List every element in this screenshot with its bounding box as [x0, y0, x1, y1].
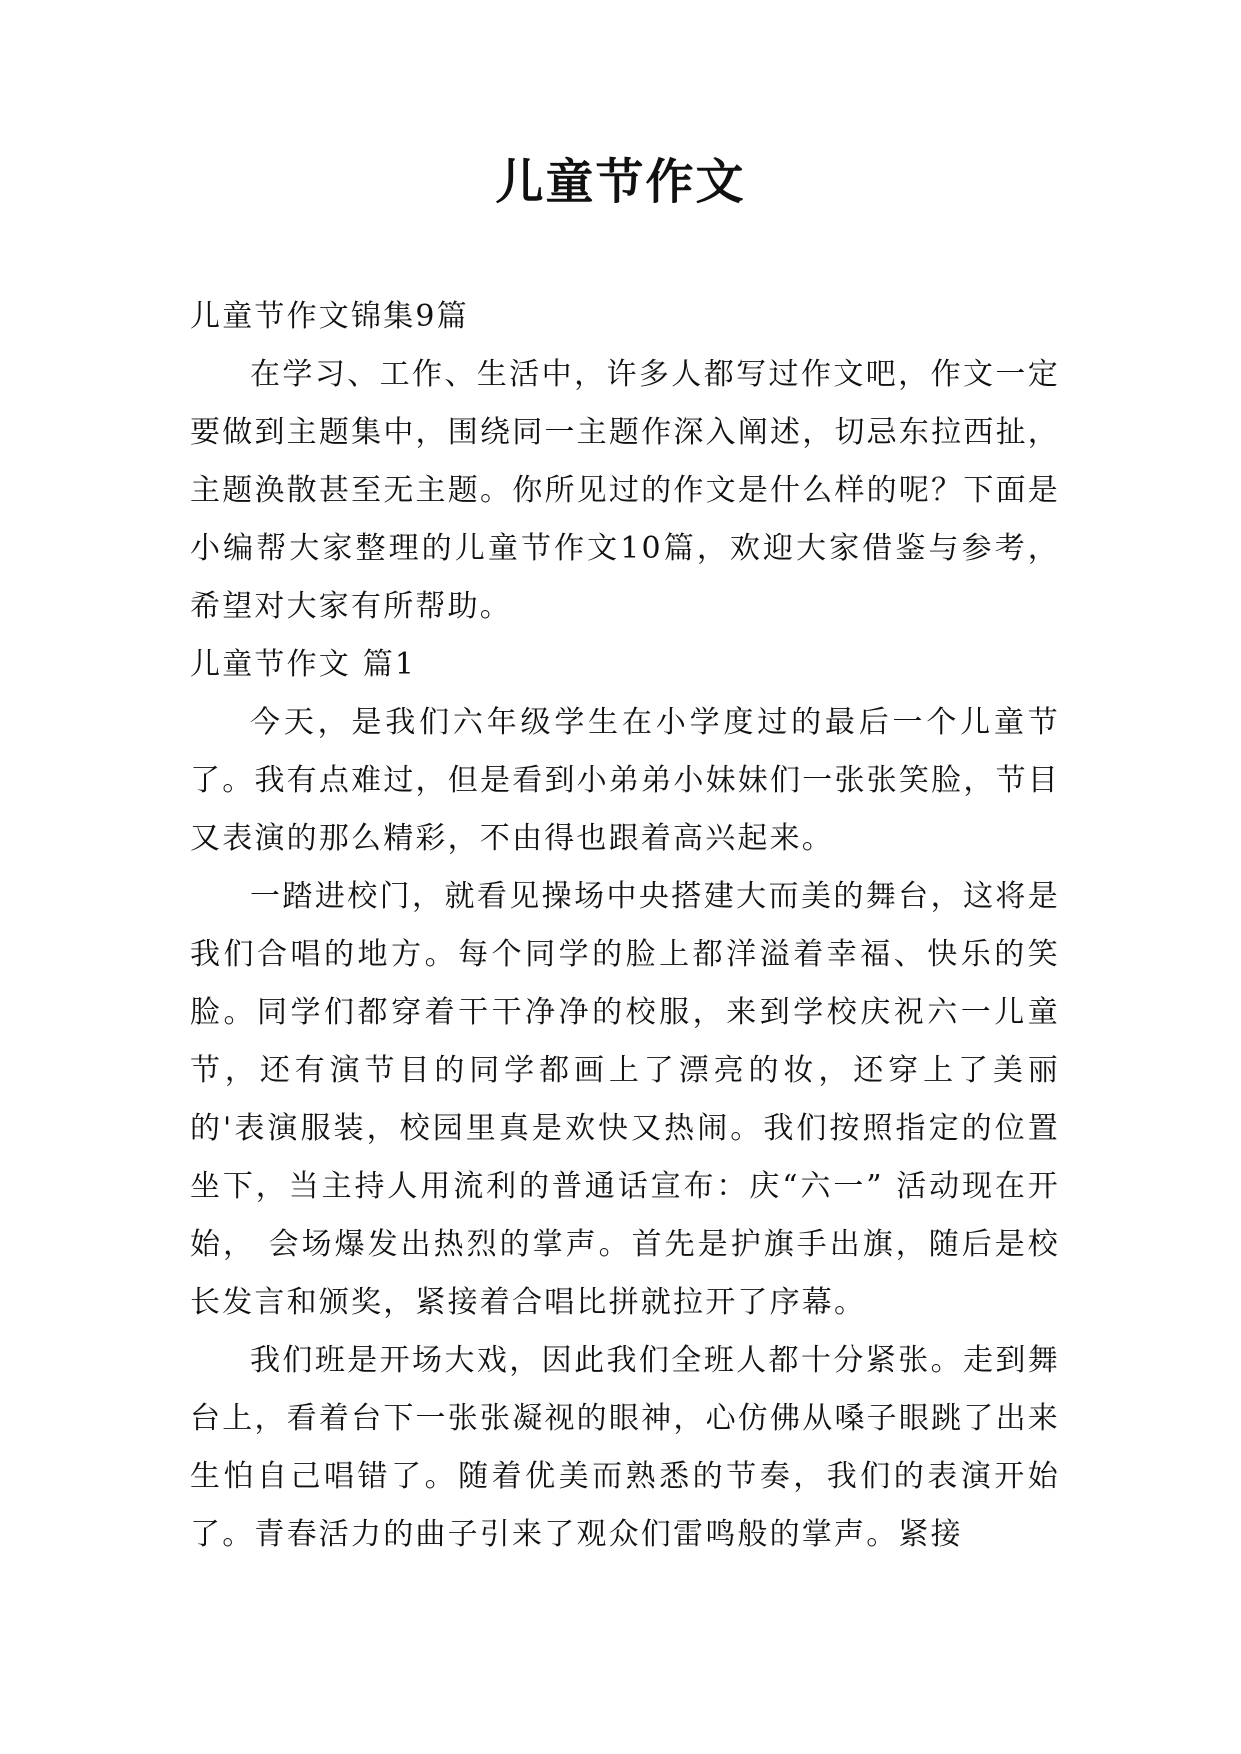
body-paragraph: 一踏进校门，就看见操场中央搭建大而美的舞台，这将是我们合唱的地方。每个同学的脸上都洋溢着幸福、快乐的笑脸。同学们都穿着干干净净的校服，来到学校庆祝六一儿童节，还有演节目的同学都画上了漂亮的妆，还穿上了美丽的'表演服装，校园里真是欢快又热闹。我们按照指定的位置坐下，当主持人用流利的普通话宣布：庆“六一” 活动现在开始， 会场爆发出热烈的掌声。首先是护旗手出旗，随后是校长发言和颁奖，紧接着合唱比拼就拉开了序幕。: [190, 879, 1060, 1320]
section-heading: 儿童节作文 篇1: [190, 647, 417, 682]
intro-paragraph: 在学习、工作、生活中，许多人都写过作文吧，作文一定要做到主题集中，围绕同一主题作深入阐述，切忌东拉西扯，主题涣散甚至无主题。你所见过的作文是什么样的呢？下面是小编帮大家整理的儿童节作文10篇，欢迎大家借鉴与参考，希望对大家有所帮助。: [190, 357, 1060, 624]
document-body: [190, 288, 1060, 1564]
page-title: 儿童节作文: [495, 154, 746, 210]
subtitle-line: 儿童节作文锦集9篇: [190, 299, 469, 334]
body-paragraph: 今天，是我们六年级学生在小学度过的最后一个儿童节了。我有点难过，但是看到小弟弟小妹妹们一张张笑脸，节目又表演的那么精彩，不由得也跟着高兴起来。: [190, 705, 1060, 856]
body-paragraph: 我们班是开场大戏，因此我们全班人都十分紧张。走到舞台上，看着台下一张张凝视的眼神，心仿佛从嗓子眼跳了出来生怕自己唱错了。随着优美而熟悉的节奏，我们的表演开始了。青春活力的曲子引来了观众们雷鸣般的掌声。紧接: [190, 1343, 1060, 1552]
